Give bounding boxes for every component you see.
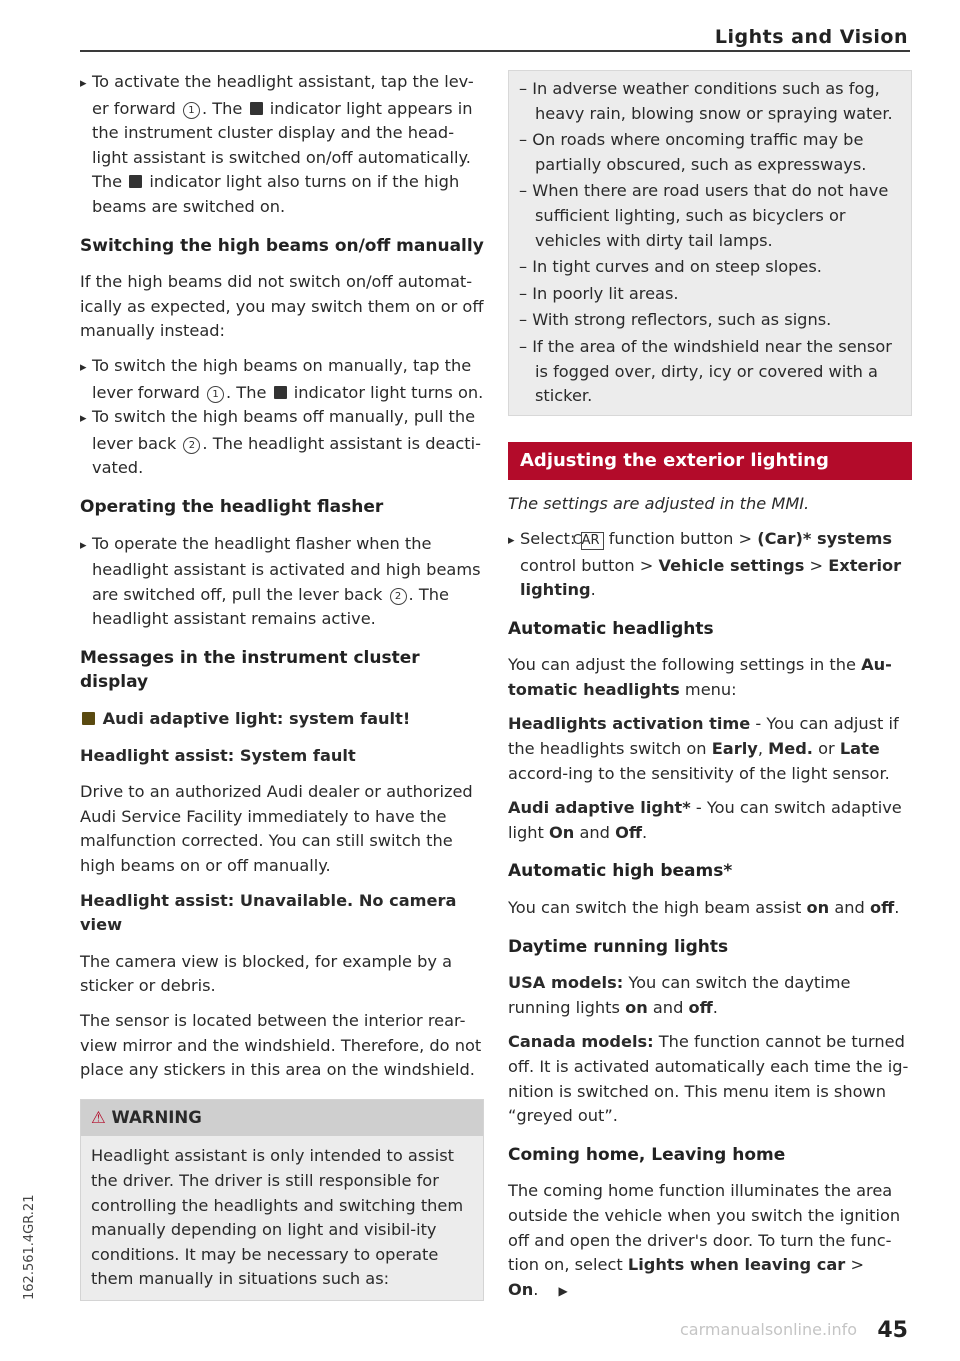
heading-coming-home: Coming home, Leaving home (508, 1144, 786, 1165)
auto-intro-a: You can adjust the following settings in the (508, 655, 856, 675)
circle-2-icon: 2 (183, 437, 200, 454)
manual-on-text-c: indicator light turns on. (293, 382, 484, 402)
continue-arrow-icon: ▶ (558, 1283, 568, 1298)
activate-text-c: indicator light appears in the instrument cluster display and the head-light assistant is switched on/off automatically. The (92, 98, 473, 192)
heading-flasher: Operating the headlight flasher (80, 496, 384, 517)
flasher-text-b: . The headlight assistant remains active. (92, 584, 449, 629)
adaptive-light-and: and (579, 822, 610, 842)
manual-intro: If the high beams did not switch on/off automat-ically as expected, you may switch them on or off manually instead: (80, 272, 484, 341)
high-beam-off: off (869, 898, 895, 918)
activation-early: Early (711, 739, 758, 759)
warning-header (81, 1100, 483, 1137)
activation-comma: , (757, 739, 763, 759)
usa-on: on (625, 997, 648, 1017)
usa-a: You can switch the daytime running lights (508, 973, 851, 1017)
activation-time-a: - You can adjust if the headlights switch on (508, 714, 899, 759)
coming-home-d: On (508, 1279, 534, 1299)
header-divider (80, 50, 910, 52)
flasher-text-a: To operate the headlight flasher when the headlight assistant is activated and high beams are switched off, pull the lever back (92, 533, 481, 604)
activation-late: Late (839, 739, 880, 759)
adaptive-light-fault-icon (82, 712, 95, 725)
activate-step (80, 70, 484, 220)
high-beam-on: on (806, 898, 830, 918)
high-beam-a: You can switch the high beam assist (508, 898, 802, 918)
adaptive-light-end: . (642, 822, 648, 842)
section-title-bar: Adjusting the exterior lighting (508, 442, 912, 481)
coming-home-e: . (533, 1279, 539, 1299)
high-beam-and: and (834, 898, 865, 918)
select-car-systems: (Car)* systems (757, 528, 892, 548)
condition-item: – With strong reflectors, such as signs. (519, 308, 901, 333)
auto-intro-b: Au-tomatic headlights (508, 655, 892, 699)
usa-end: . (712, 997, 718, 1017)
page-number: 45 (877, 1318, 908, 1343)
manual-on-text-a: To switch the high beams on manually, tap the lever forward (92, 355, 472, 402)
usa-label: USA models: (508, 973, 624, 993)
usa-and: and (652, 997, 684, 1017)
car-key: CAR (581, 532, 604, 550)
condition-item: – When there are road users that do not have sufficient lighting, such as bicyclers or vehicles with dirty tail lamps. (519, 179, 901, 253)
canada-models (508, 1030, 912, 1128)
coming-home-c: > (850, 1255, 865, 1275)
heading-daytime-running: Daytime running lights (508, 936, 729, 957)
adaptive-light-on: On (549, 822, 575, 842)
adaptive-light-off: Off (615, 822, 642, 842)
circle-2-icon: 2 (390, 588, 407, 605)
warning-triangle-icon: ⚠ (91, 1107, 106, 1127)
activate-text-a: To activate the headlight assistant, tap the lev-er forward (92, 72, 474, 118)
auto-intro (508, 653, 912, 702)
activation-time-label: Headlights activation time (508, 714, 751, 734)
heading-automatic-headlights: Automatic headlights (508, 618, 714, 639)
section-intro: The settings are adjusted in the MMI. (508, 494, 810, 514)
activate-text-b: . The (201, 98, 243, 118)
select-separator: > (809, 555, 824, 575)
select-period: . (590, 580, 596, 600)
manual-off-text-b: . The headlight assistant is deacti-vated. (92, 433, 481, 478)
manual-on-step (80, 354, 484, 405)
message-2-body-1: The camera view is blocked, for example by a sticker or debris. (80, 951, 453, 996)
warning-continuation-box (508, 70, 912, 416)
condition-item: – In tight curves and on steep slopes. (519, 255, 901, 280)
warning-body: Headlight assistant is only intended to assist the driver. The driver is still responsible for controlling the headlights and switching them manually depending on light and visibil-ity conditions. It may be necessary to operate them manually in situations such as: (91, 1146, 464, 1289)
high-beam-indicator-icon (129, 175, 142, 188)
condition-item: – On roads where oncoming traffic may be partially obscured, such as expressways. (519, 128, 901, 177)
flasher-step (80, 532, 484, 632)
message-2-subtitle: Headlight assist: Unavailable. No camera view (80, 890, 457, 935)
canada-label: Canada models: (508, 1032, 654, 1052)
adaptive-light (508, 796, 912, 845)
page-header-title: Lights and Vision (714, 26, 908, 48)
select-step (508, 527, 912, 603)
heading-messages: Messages in the instrument cluster display (80, 647, 420, 693)
adaptive-light-a: - You can switch adaptive light (508, 798, 902, 842)
right-column (508, 70, 912, 1313)
warning-title: WARNING (111, 1107, 202, 1127)
message-1-title-text: Audi adaptive light: system fault! (102, 709, 411, 729)
message-2-body-2: The sensor is located between the interior rear-view mirror and the windshield. Therefore, do not place any stickers in this area on the windshield. (80, 1011, 482, 1080)
coming-home-text (508, 1179, 912, 1303)
activation-time (508, 712, 912, 786)
message-1-title (80, 707, 484, 732)
high-beam-indicator-icon (274, 386, 287, 399)
activate-text-d: indicator light also turns on if the high beams are switched on. (92, 172, 460, 216)
message-1-body: Drive to an authorized Audi dealer or authorized Audi Service Facility immediately to have the malfunction corrected. You can still switch the high beams on or off manually. (80, 782, 473, 876)
heading-manual-switching: Switching the high beams on/off manually (80, 235, 484, 256)
select-text-d: control button > (520, 555, 654, 575)
document-code: 162.561.4GR.21 (22, 1194, 37, 1300)
high-beam-text (508, 896, 912, 921)
usa-off: off (688, 997, 713, 1017)
condition-item: – In adverse weather conditions such as fog, heavy rain, blowing snow or spraying water. (519, 77, 901, 126)
usa-models (508, 971, 912, 1020)
warning-box (80, 1099, 484, 1301)
message-1-subtitle: Headlight assist: System fault (80, 745, 356, 765)
manual-off-step (80, 405, 484, 481)
headlight-assist-indicator-icon (250, 102, 263, 115)
high-beam-end: . (894, 898, 900, 918)
adaptive-light-label: Audi adaptive light* (508, 798, 691, 818)
manual-off-text-a: To switch the high beams off manually, pull the lever back (92, 407, 476, 453)
activation-med: Med. (768, 739, 813, 759)
manual-on-text-b: . The (226, 382, 267, 402)
auto-intro-c: menu: (684, 679, 737, 699)
select-text-a: Select: (520, 528, 576, 548)
activation-time-b: accord-ing to the sensitivity of the light sensor. (508, 763, 890, 783)
circle-1-icon: 1 (207, 386, 224, 403)
canada-body: The function cannot be turned off. It is activated automatically each time the ig-nition is switched on. This menu item is shown “greyed out”. (508, 1032, 909, 1126)
coming-home-b: Lights when leaving car (627, 1255, 846, 1275)
select-vehicle-settings: Vehicle settings (658, 555, 805, 575)
left-column (80, 70, 484, 1301)
activation-or: or (818, 739, 835, 759)
circle-1-icon: 1 (183, 102, 200, 119)
condition-item: – In poorly lit areas. (519, 282, 901, 307)
condition-item: – If the area of the windshield near the sensor is fogged over, dirty, icy or covered with a sticker. (519, 335, 901, 409)
coming-home-a: The coming home function illuminates the area outside the vehicle when you switch the ignition off and open the driver's door. To turn the func-tion on, select (508, 1181, 901, 1275)
select-exterior-lighting: Exterior lighting (520, 555, 902, 600)
select-text-b: function button > (608, 528, 753, 548)
heading-high-beams: Automatic high beams* (508, 861, 733, 882)
watermark: carmanualsonline.info (680, 1320, 858, 1339)
